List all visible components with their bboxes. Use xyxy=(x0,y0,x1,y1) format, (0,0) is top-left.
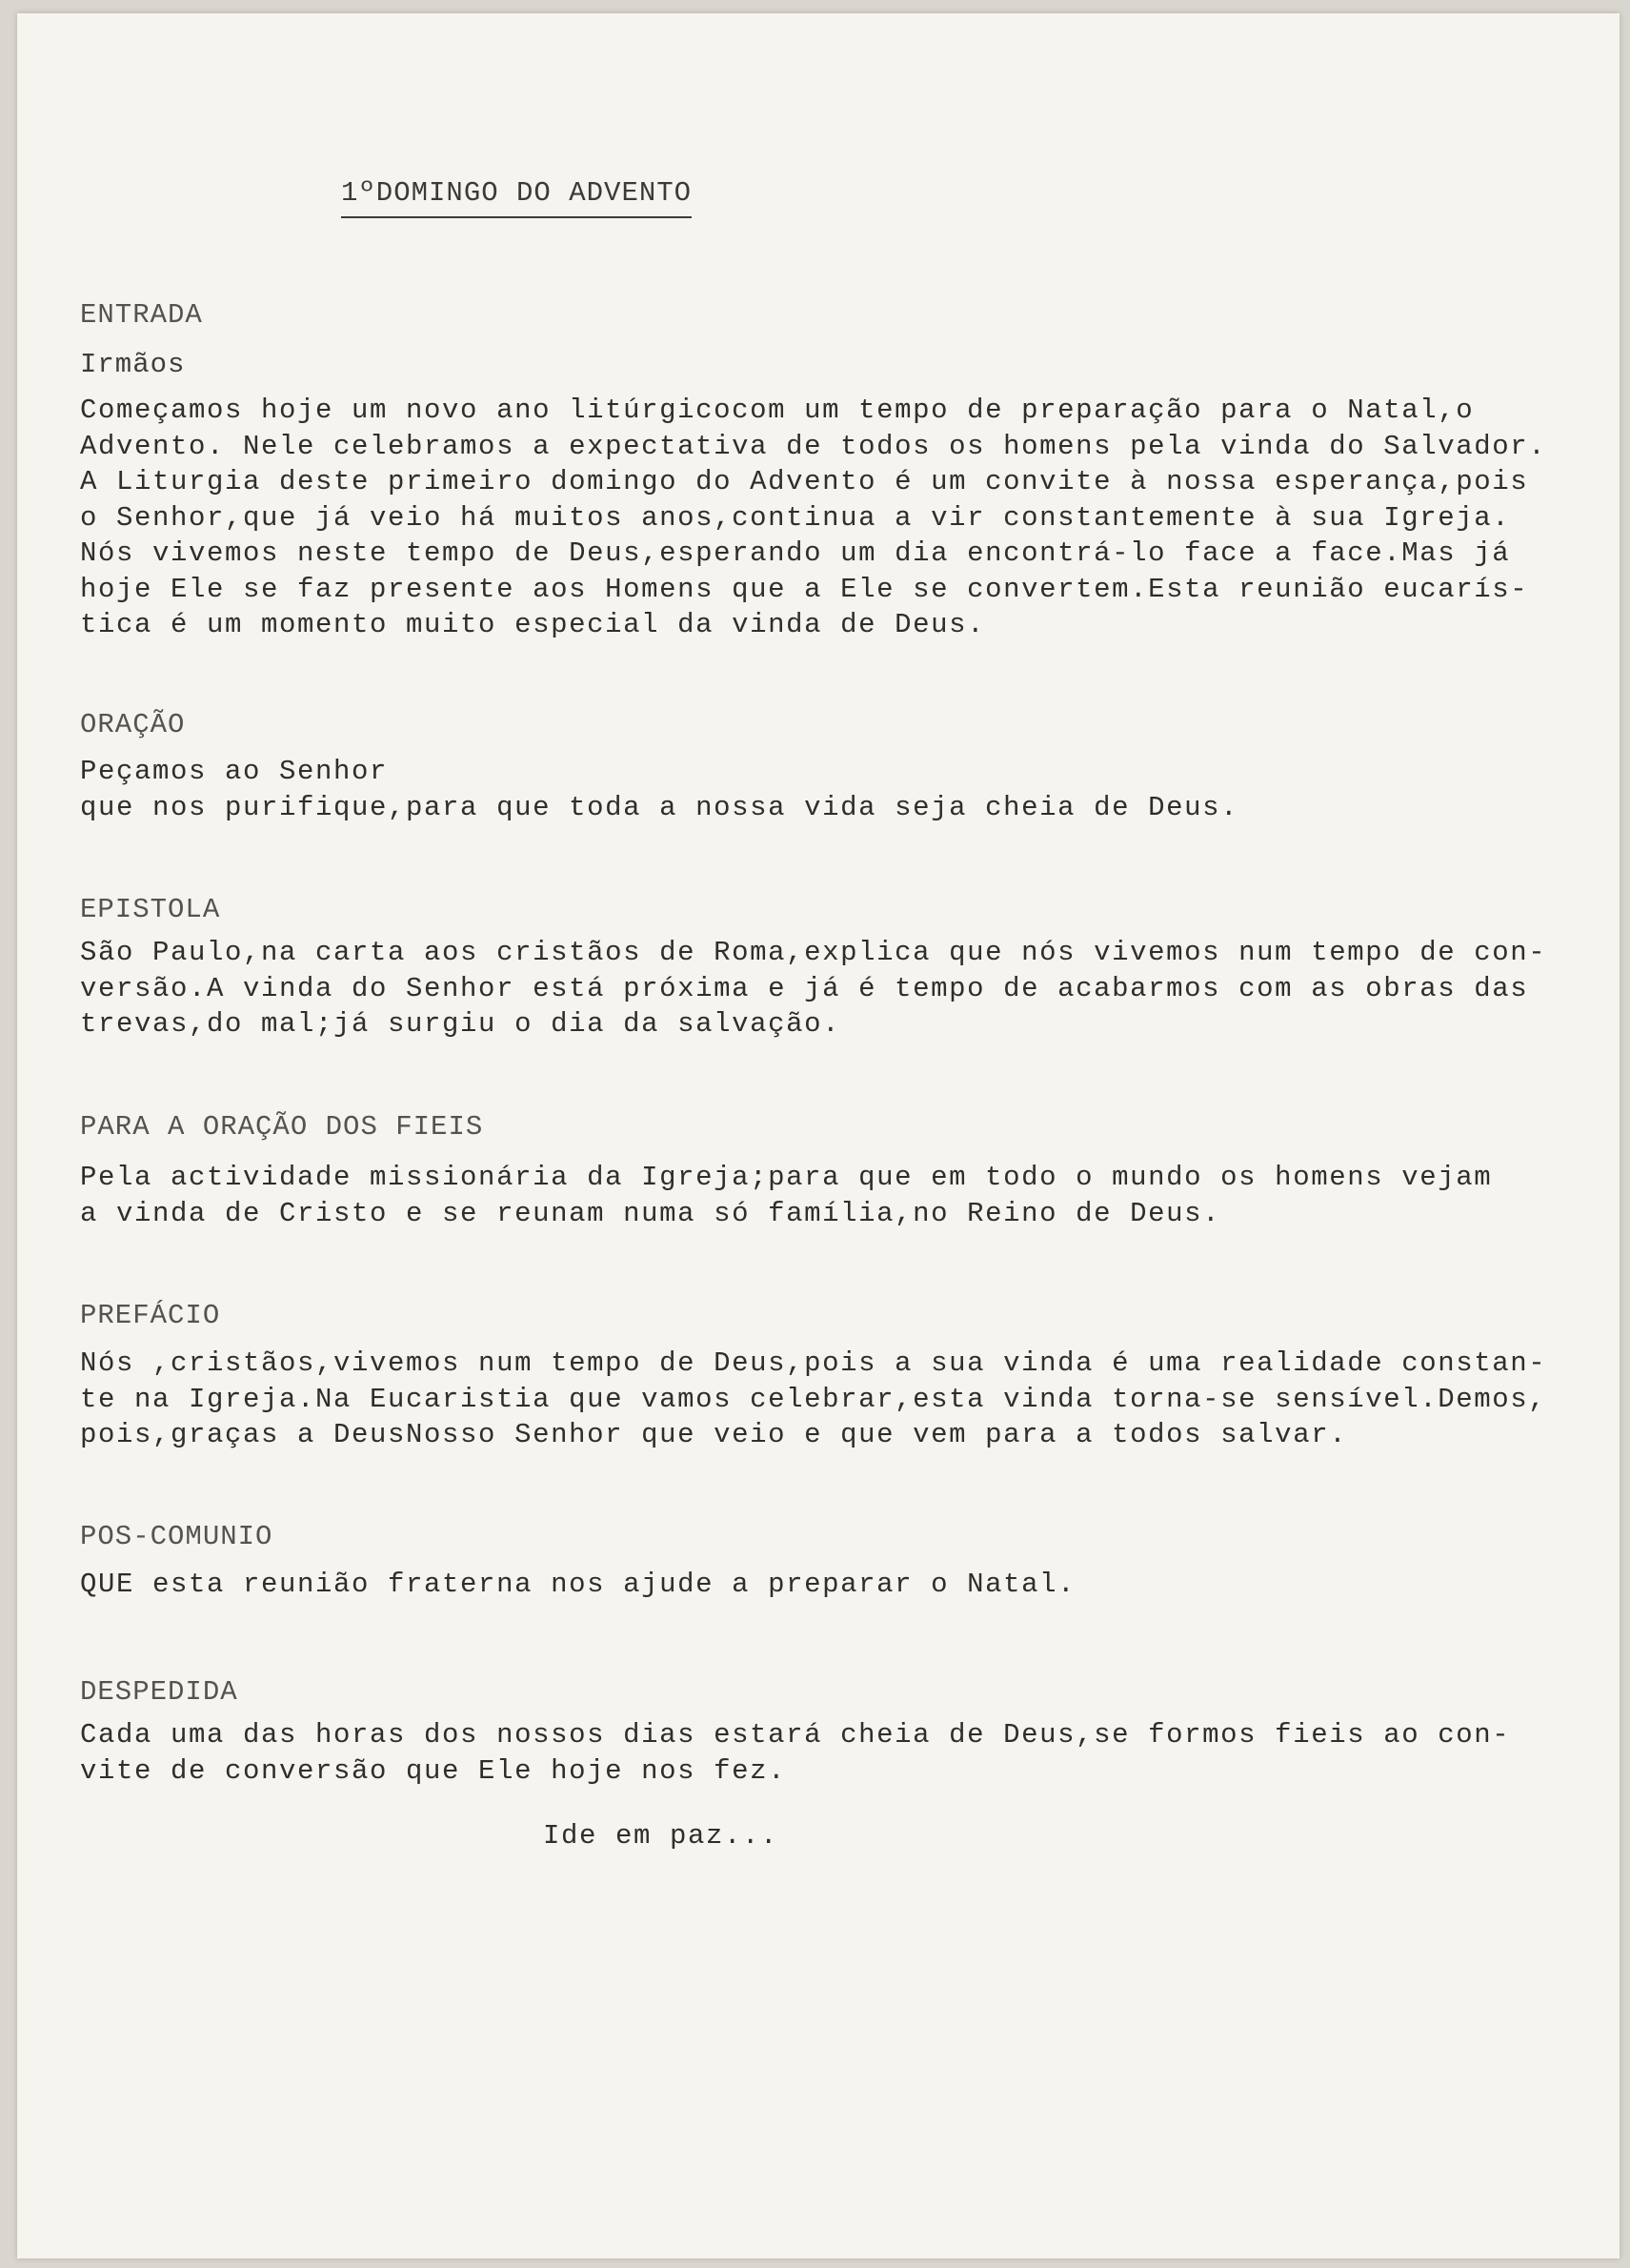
section-heading-epistola: EPISTOLA xyxy=(80,894,221,925)
section-heading-fieis: PARA A ORAÇÃO DOS FIEIS xyxy=(80,1111,484,1143)
closing-line: Ide em paz... xyxy=(543,1820,779,1852)
prefacio-line: Nós ,cristãos,vivemos num tempo de Deus,pois a sua vinda é uma realidade constan- xyxy=(80,1347,1547,1379)
section-heading-entrada: ENTRADA xyxy=(80,299,203,331)
oracao-paragraph xyxy=(80,754,1604,825)
prefacio-line: te na Igreja.Na Eucaristia que vamos celebrar,esta vinda torna-se sensível.Demos, xyxy=(80,1383,1547,1415)
despedida-line: Cada uma das horas dos nossos dias estará cheia de Deus,se formos fieis ao con- xyxy=(80,1719,1511,1751)
epistola-line: trevas,do mal;já surgiu o dia da salvação. xyxy=(80,1008,841,1040)
section-heading-despedida: DESPEDIDA xyxy=(80,1676,238,1708)
entrada-paragraph xyxy=(80,393,1604,643)
entrada-line: Advento. Nele celebramos a expectativa de todos os homens pela vinda do Salvador. xyxy=(80,430,1547,462)
document-page xyxy=(17,13,1620,2258)
entrada-salutation: Irmãos xyxy=(80,349,186,380)
poscomunio-line: QUE esta reunião fraterna nos ajude a preparar o Natal. xyxy=(80,1569,1077,1600)
despedida-line: vite de conversão que Ele hoje nos fez. xyxy=(80,1754,787,1787)
fieis-line: Pela actividade missionária da Igreja;para que em todo o mundo os homens vejam xyxy=(80,1162,1493,1193)
epistola-line: versão.A vinda do Senhor está próxima e já é tempo de acabarmos com as obras das xyxy=(80,972,1529,1004)
oracao-line: que nos purifique,para que toda a nossa vida seja cheia de Deus. xyxy=(80,791,1239,823)
fieis-paragraph xyxy=(80,1160,1604,1231)
epistola-line: São Paulo,na carta aos cristãos de Roma,explica que nós vivemos num tempo de con- xyxy=(80,937,1547,968)
poscomunio-paragraph xyxy=(80,1567,1604,1603)
section-heading-prefacio: PREFÁCIO xyxy=(80,1300,221,1331)
entrada-line: hoje Ele se faz presente aos Homens que a Ele se convertem.Esta reunião eucarís- xyxy=(80,573,1529,605)
entrada-line: tica é um momento muito especial da vinda de Deus. xyxy=(80,609,986,640)
prefacio-paragraph xyxy=(80,1346,1604,1453)
entrada-line: Nós vivemos neste tempo de Deus,esperando um dia encontrá-lo face a face.Mas já xyxy=(80,537,1511,569)
despedida-paragraph xyxy=(80,1717,1604,1789)
entrada-line: A Liturgia deste primeiro domingo do Advento é um convite à nossa esperança,pois xyxy=(80,466,1529,497)
oracao-line: Peçamos ao Senhor xyxy=(80,756,389,787)
section-heading-oracao: ORAÇÃO xyxy=(80,709,186,740)
section-heading-poscomunio: POS-COMUNIO xyxy=(80,1521,273,1552)
page-title: 1ºDOMINGO DO ADVENTO xyxy=(341,177,692,218)
fieis-line: a vinda de Cristo e se reunam numa só família,no Reino de Deus. xyxy=(80,1197,1221,1229)
epistola-paragraph xyxy=(80,935,1604,1043)
prefacio-line: pois,graças a DeusNosso Senhor que veio e que vem para a todos salvar. xyxy=(80,1419,1348,1450)
entrada-line: o Senhor,que já veio há muitos anos,continua a vir constantemente à sua Igreja. xyxy=(80,501,1511,534)
entrada-line: Começamos hoje um novo ano litúrgicocom um tempo de preparação para o Natal,o xyxy=(80,395,1475,426)
